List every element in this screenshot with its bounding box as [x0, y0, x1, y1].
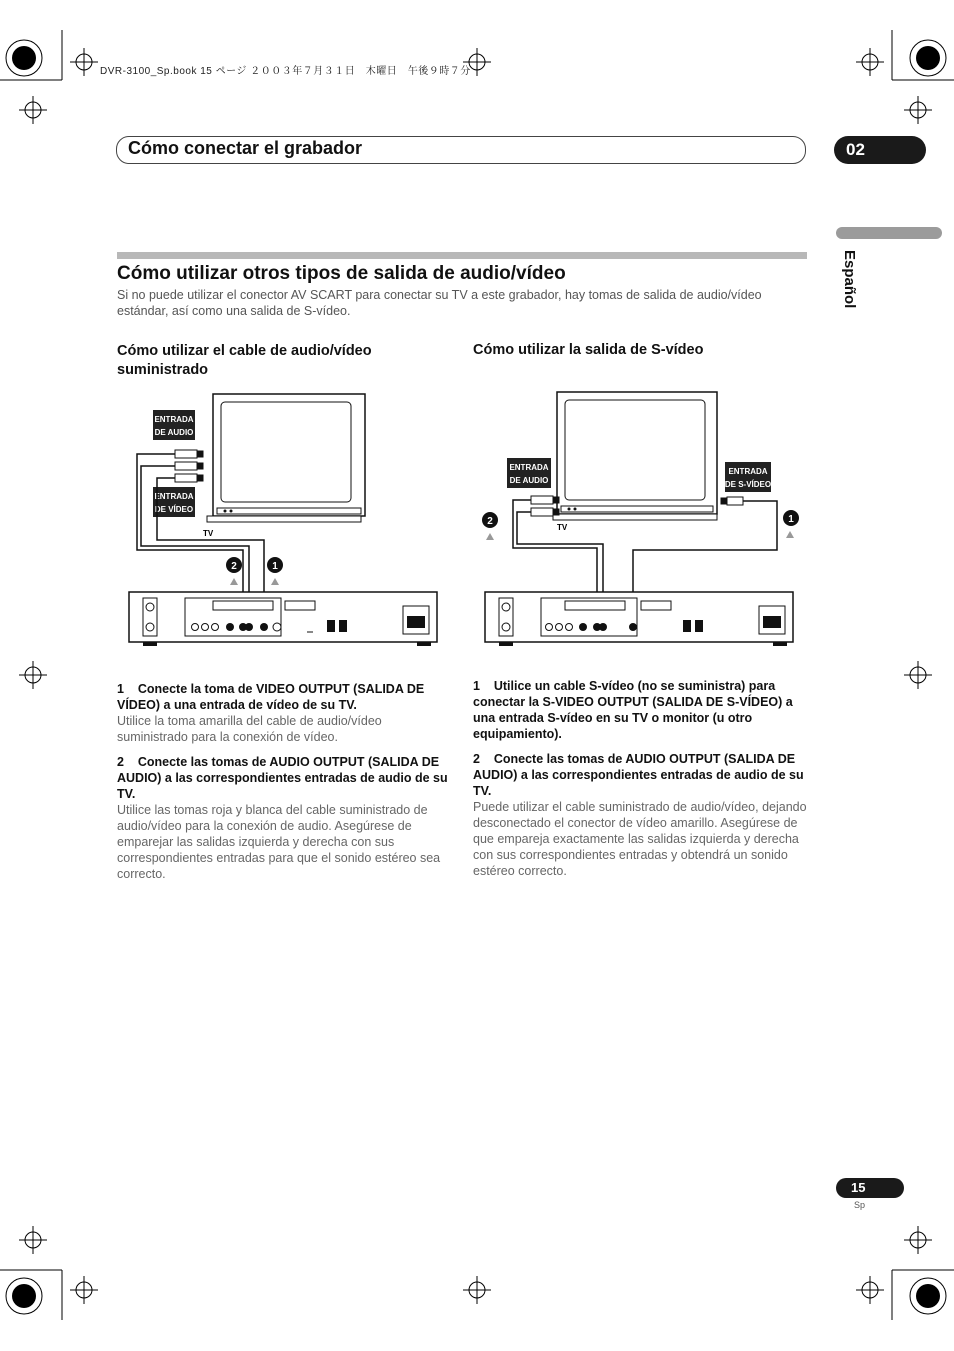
svg-text:DE VÍDEO: DE VÍDEO — [154, 505, 194, 514]
step-heading-text: Utilice un cable S-vídeo (no se suministra) para conectar la S-VIDEO OUTPUT (SALIDA DE S-VÍDEO) a una entrada S-vídeo en su TV o monitor (u otro equipamiento). — [473, 679, 793, 741]
language-tab-label: Español — [841, 250, 858, 309]
left-step-1-heading — [117, 681, 450, 713]
step-heading-text: Conecte las tomas de AUDIO OUTPUT (SALIDA DE AUDIO) a las correspondientes entradas de audio de su TV. — [117, 755, 448, 801]
svg-text:TV: TV — [557, 523, 568, 532]
left-step-1-body: Utilice la toma amarilla del cable de audio/vídeo suministrado para la conexión de vídeo. — [117, 714, 382, 744]
section-intro: Si no puede utilizar el conector AV SCART para conectar su TV a este grabador, hay tomas de salida de audio/vídeo estándar, así como una salida de S-vídeo. — [117, 288, 762, 318]
left-step-2 — [117, 754, 450, 882]
svg-text:ENTRADA: ENTRADA — [154, 492, 194, 501]
svg-text:ENTRADA: ENTRADA — [728, 467, 768, 476]
svg-text:1: 1 — [788, 514, 794, 525]
recorder-rear-panel — [485, 592, 793, 646]
right-step-1 — [473, 678, 808, 742]
left-step-2-heading — [117, 754, 450, 802]
step-number: 1 — [117, 682, 124, 696]
svg-text:1: 1 — [272, 561, 278, 572]
chapter-title: Cómo conectar el grabador — [128, 138, 363, 158]
tv-illustration — [207, 394, 365, 522]
page-number-badge: 15 — [836, 1178, 904, 1198]
registration-target-icon — [6, 40, 946, 1314]
rca-plugs — [175, 450, 203, 482]
tv-illustration — [553, 392, 717, 520]
step-heading-text: Conecte la toma de VIDEO OUTPUT (SALIDA DE VÍDEO) a una entrada de vídeo de su TV. — [117, 682, 425, 712]
svg-text:ENTRADA: ENTRADA — [509, 463, 549, 472]
marker-1-icon — [267, 557, 283, 585]
left-connection-diagram — [117, 388, 447, 653]
chapter-number-badge: 02 — [834, 136, 926, 164]
right-step-1-heading — [473, 678, 808, 742]
recorder-rear-panel — [129, 592, 437, 646]
audio-input-label-box — [153, 410, 195, 440]
step-heading-text: Conecte las tomas de AUDIO OUTPUT (SALIDA DE AUDIO) a las correspondientes entradas de audio de su TV. — [473, 752, 804, 798]
page-language-code: Sp — [854, 1200, 866, 1210]
marker-2-icon — [482, 512, 498, 540]
left-subtitle: Cómo utilizar el cable de audio/vídeo suministrado — [117, 343, 372, 378]
right-step-2 — [473, 751, 808, 879]
step-number: 2 — [117, 755, 124, 769]
right-connection-diagram — [473, 388, 803, 653]
svg-text:2: 2 — [487, 516, 493, 527]
svg-text:ENTRADA: ENTRADA — [154, 415, 194, 424]
right-subtitle: Cómo utilizar la salida de S-vídeo — [473, 342, 704, 358]
section-rule — [117, 252, 807, 259]
print-info: DVR-3100_Sp.book 15 ページ ２００３年７月３１日 木曜日 午後９時７分 — [100, 66, 471, 77]
section-title: Cómo utilizar otros tipos de salida de audio/vídeo — [117, 263, 566, 284]
marker-2-icon — [226, 557, 242, 585]
svg-text:2: 2 — [231, 561, 237, 572]
audio-input-label-box — [507, 458, 551, 488]
video-input-label-box — [153, 487, 195, 517]
right-step-2-body: Puede utilizar el cable suministrado de audio/vídeo, dejando desconectado el conector de vídeo amarillo. Asegúrese de que empareja exactamente las salidas izquierda y derecha con sus correspondientes entradas y obtendrá un sonido estéreo correcto. — [473, 800, 807, 878]
svideo-input-label-box — [725, 462, 771, 492]
marker-1-icon — [783, 510, 799, 538]
step-number: 1 — [473, 679, 480, 693]
svg-text:DE AUDIO: DE AUDIO — [509, 476, 549, 485]
right-step-2-heading — [473, 751, 808, 799]
step-number: 2 — [473, 752, 480, 766]
language-tab-bar — [836, 227, 942, 239]
left-step-1 — [117, 681, 450, 745]
svg-text:TV: TV — [203, 529, 214, 538]
left-step-2-body: Utilice las tomas roja y blanca del cable suministrado de audio/vídeo para la conexión de audio. Asegúrese de emparejar las salidas izquierda y derecha con sus correspondientes entradas para que el sonido estéreo sea correcto. — [117, 803, 441, 881]
svg-text:DE AUDIO: DE AUDIO — [154, 428, 194, 437]
svg-text:DE S-VÍDEO: DE S-VÍDEO — [724, 480, 772, 489]
